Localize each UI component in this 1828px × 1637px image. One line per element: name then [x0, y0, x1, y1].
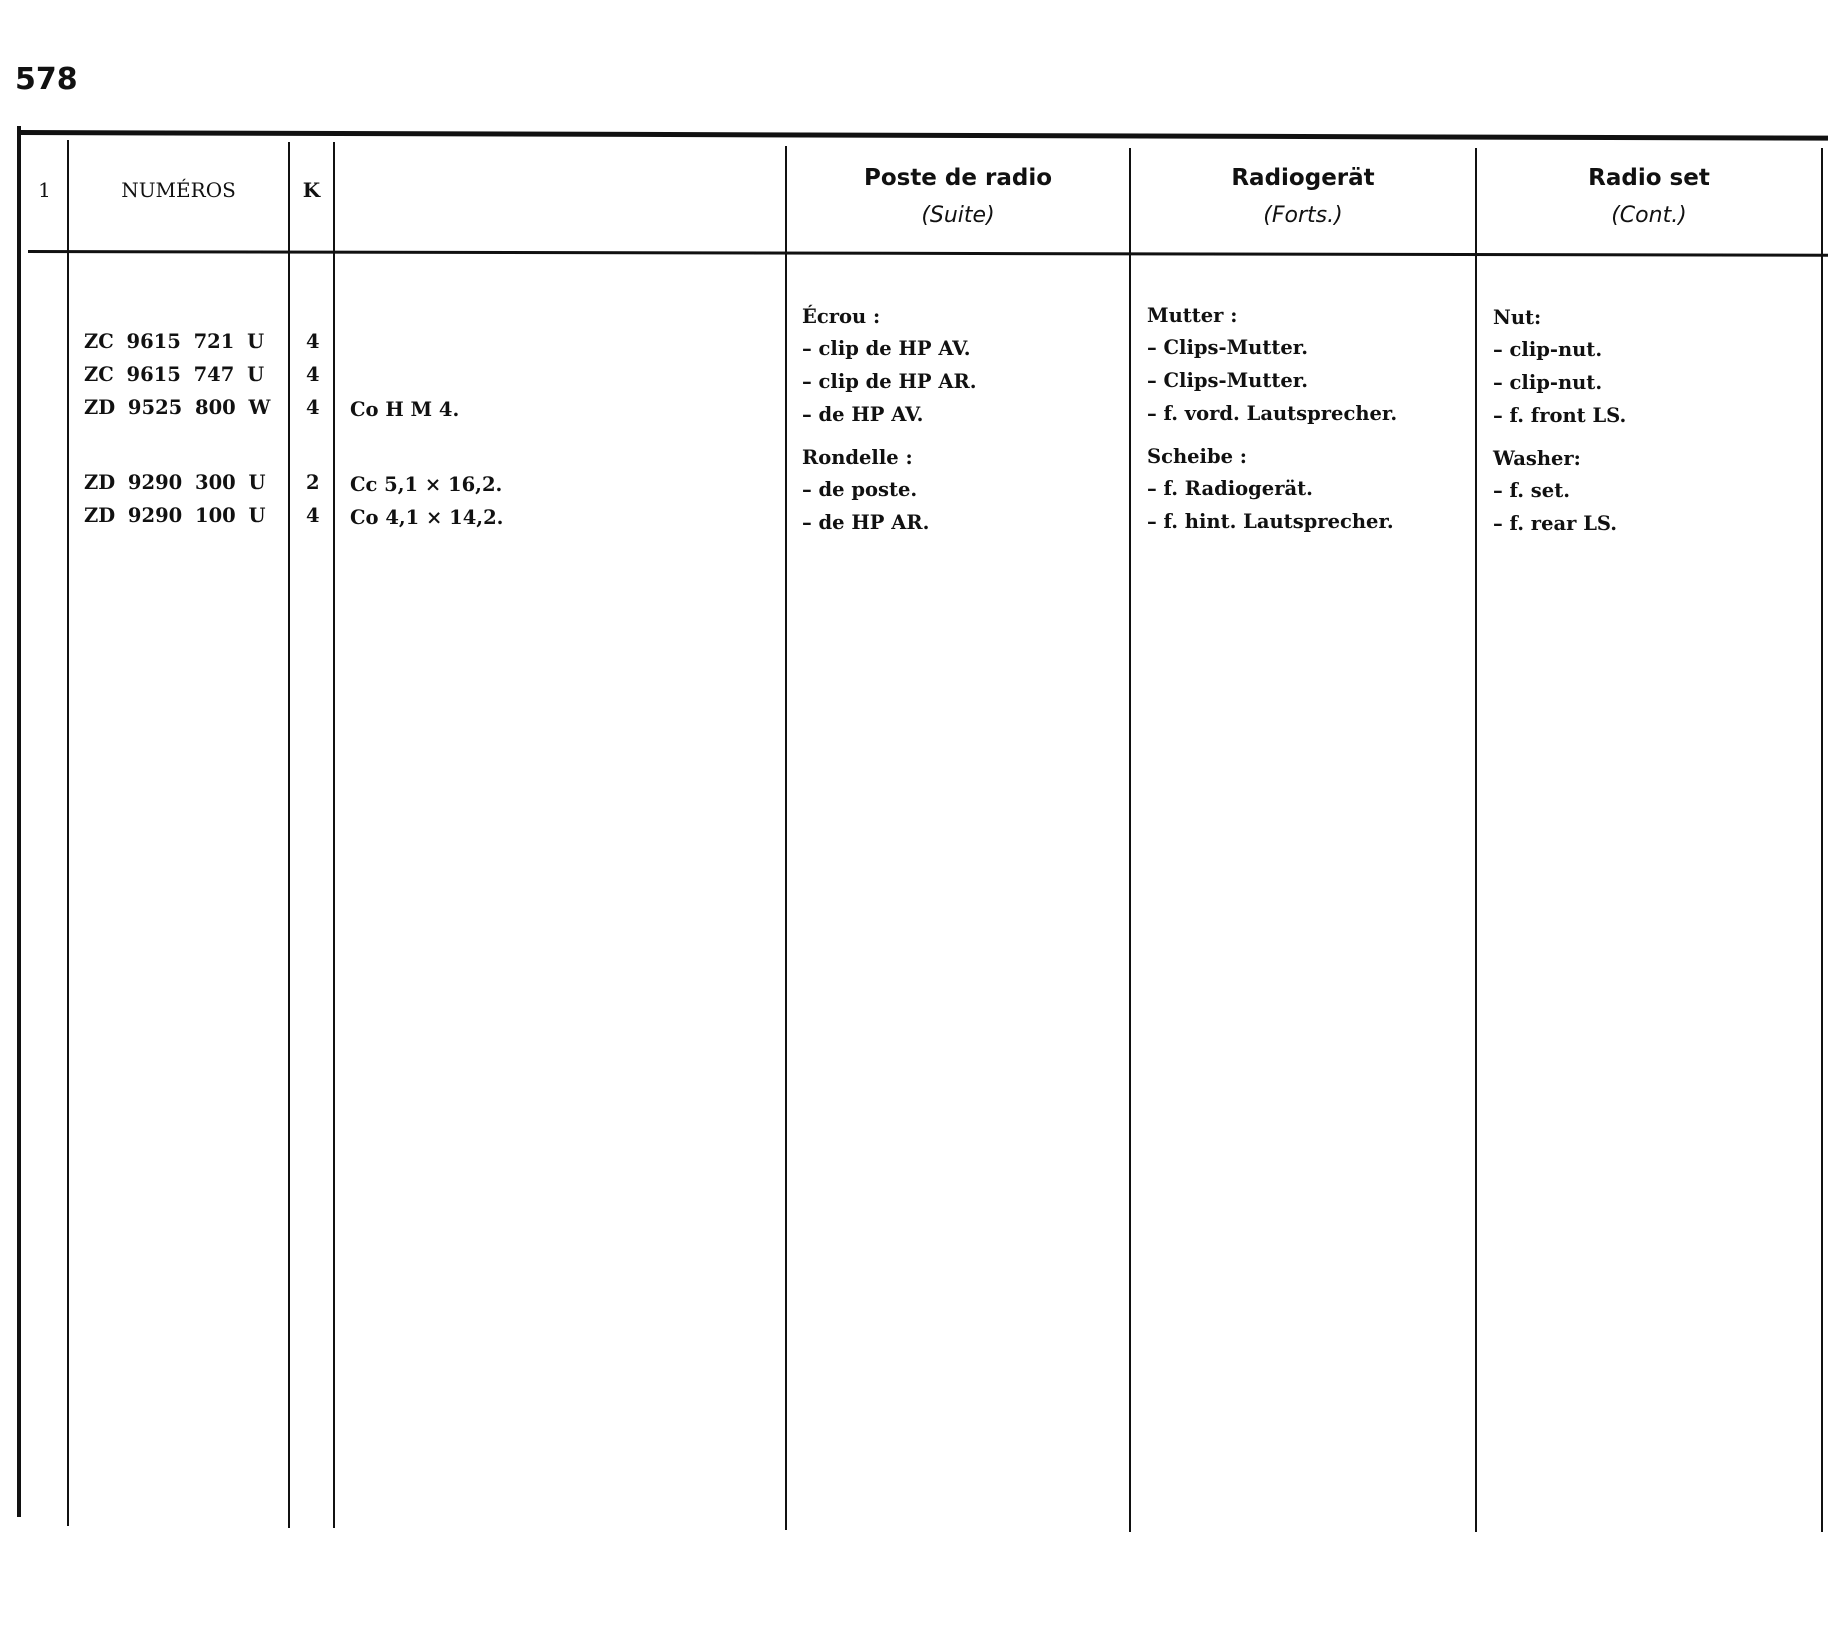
- quantity: 4: [306, 504, 320, 527]
- en-desc: – clip-nut.: [1493, 338, 1603, 361]
- quantity: 4: [306, 363, 320, 386]
- header-bottom-rule: [28, 250, 1828, 257]
- header-french-sub: (Suite): [921, 203, 995, 228]
- fr-desc: – clip de HP AR.: [802, 370, 977, 393]
- de-desc: – Clips-Mutter.: [1147, 336, 1309, 359]
- part-number: ZC 9615 747 U: [84, 363, 265, 386]
- en-desc: – f. front LS.: [1493, 404, 1627, 427]
- col-divider-k: [333, 142, 335, 1528]
- en-desc: Washer:: [1493, 447, 1581, 470]
- en-desc: – f. set.: [1493, 479, 1570, 502]
- en-desc: – f. rear LS.: [1493, 512, 1618, 535]
- page-number: 578: [15, 62, 78, 97]
- quantity: 4: [306, 330, 320, 353]
- col-divider-english: [1821, 148, 1823, 1532]
- spec: Co H M 4.: [350, 398, 460, 421]
- header-french-title: Poste de radio: [863, 165, 1053, 191]
- de-desc: – f. vord. Lautsprecher.: [1147, 402, 1398, 425]
- fr-desc: Rondelle :: [802, 446, 913, 469]
- header-french: [787, 165, 1129, 228]
- part-number: ZD 9290 300 U: [84, 471, 266, 494]
- part-number: ZC 9615 721 U: [84, 330, 265, 353]
- header-german: [1131, 165, 1475, 228]
- fr-desc: – de HP AR.: [802, 511, 930, 534]
- part-number: ZD 9290 100 U: [84, 504, 266, 527]
- col-divider-index: [67, 140, 69, 1526]
- en-desc: Nut:: [1493, 306, 1542, 329]
- header-english-title: Radio set: [1588, 165, 1710, 191]
- en-desc: – clip-nut.: [1493, 371, 1603, 394]
- col-divider-numbers: [288, 142, 290, 1528]
- fr-desc: – clip de HP AV.: [802, 337, 971, 360]
- col-divider-specs: [785, 146, 787, 1530]
- header-index: 1: [38, 178, 51, 202]
- de-desc: – f. Radiogerät.: [1147, 477, 1313, 500]
- header-german-sub: (Forts.): [1263, 203, 1343, 228]
- table-left-border: [17, 126, 21, 1517]
- quantity: 4: [306, 396, 320, 419]
- de-desc: – Clips-Mutter.: [1147, 369, 1309, 392]
- fr-desc: – de HP AV.: [802, 403, 924, 426]
- fr-desc: Écrou :: [802, 305, 881, 328]
- spec: Cc 5,1 × 16,2.: [350, 473, 503, 496]
- de-desc: Scheibe :: [1147, 445, 1247, 468]
- fr-desc: – de poste.: [802, 478, 918, 501]
- table-top-rule: [20, 130, 1828, 141]
- col-divider-german: [1475, 148, 1477, 1532]
- header-german-title: Radiogerät: [1231, 165, 1375, 191]
- spec: Co 4,1 × 14,2.: [350, 506, 504, 529]
- header-k: K: [302, 178, 321, 202]
- header-english: [1477, 165, 1821, 228]
- part-number: ZD 9525 800 W: [84, 396, 271, 419]
- de-desc: Mutter :: [1147, 304, 1238, 327]
- header-english-sub: (Cont.): [1611, 203, 1687, 228]
- quantity: 2: [306, 471, 320, 494]
- header-numbers: NUMÉROS: [121, 178, 236, 202]
- col-divider-french: [1129, 148, 1131, 1532]
- de-desc: – f. hint. Lautsprecher.: [1147, 510, 1394, 533]
